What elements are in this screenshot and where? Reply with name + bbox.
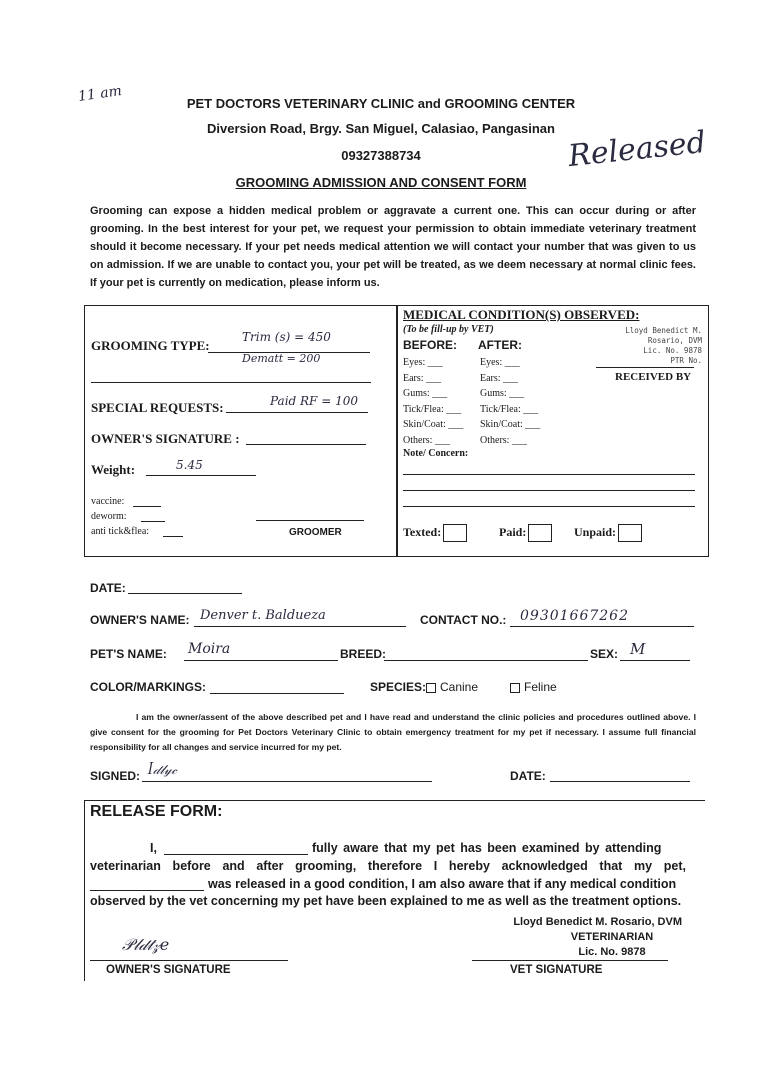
note-label: Note/ Concern: [403, 448, 469, 459]
special-requests-value: Paid RF = 100 [270, 394, 358, 408]
sex-value: M [630, 640, 646, 658]
release-title: RELEASE FORM: [90, 803, 223, 820]
weight-label: Weight: [91, 462, 136, 477]
release-line4: observed by the vet concerning my pet have been explained to me as well as the treatment options. [90, 894, 682, 908]
release-line2: veterinarian before and after grooming, therefore I hereby acknowledged that my pet, [90, 859, 686, 873]
vet-name-stamp: Lloyd Benedict M. Rosario, DVM VETERINARIAN Lic. No. 9878 [513, 916, 682, 958]
vaccine-label: vaccine: [91, 496, 125, 507]
canine-option[interactable]: Canine [426, 680, 478, 694]
grooming-type-value1: Trim (s) = 450 [242, 330, 331, 344]
handwritten-time: 11 am [77, 83, 123, 105]
consent-paragraph: I am the owner/assent of the above described pet and I have read and understand the clinic policies and procedures outlined above. I give consent for the grooming for Pet Doctors Veterinary Clinic to obtain emergency treatment for my pet if necessary. I assume full financial responsibility for all changes and service incurred for my pet. [90, 712, 696, 752]
feline-option[interactable]: Feline [510, 680, 557, 694]
signed-date-label: DATE: [510, 769, 546, 783]
release-i: I, [150, 841, 157, 855]
owner-name-label: OWNER'S NAME: [90, 613, 190, 627]
medical-subtitle: (To be fill-up by VET) [403, 324, 494, 335]
weight-value: 5.45 [176, 458, 203, 472]
released-stamp: Released [566, 124, 708, 175]
color-label: COLOR/MARKINGS: [90, 680, 206, 694]
groomer-label: GROOMER [289, 527, 342, 538]
medical-title: MEDICAL CONDITION(S) OBSERVED: [403, 307, 640, 322]
before-label: BEFORE: [403, 338, 457, 352]
release-line3: was released in a good condition, I am also aware that if any medical condition [208, 877, 677, 891]
release-line1: fully aware that my pet has been examined by attending [312, 841, 662, 855]
owner-signature-label: OWNER'S SIGNATURE [106, 964, 231, 976]
owner-signature-label: OWNER'S SIGNATURE : [91, 431, 240, 446]
contact-value: 09301667262 [520, 608, 629, 624]
paid-checkbox[interactable] [528, 524, 552, 542]
pet-name-value: Moira [188, 641, 231, 657]
vet-stamp: Lloyd Benedict M. Rosario, DVM Lic. No. 9878 PTR No. [625, 326, 702, 365]
unpaid-checkbox[interactable] [618, 524, 642, 542]
breed-label: BREED: [340, 647, 387, 661]
sex-label: SEX: [590, 647, 619, 661]
owner-name-value: Denver t. Baldueza [200, 608, 326, 623]
signed-scribble: ꟾ𝒹𝓁𝓎𝒸 [148, 763, 177, 778]
special-requests-label: SPECIAL REQUESTS: [91, 400, 224, 415]
before-rows: Eyes: ___ Ears: ___ Gums: ___ Tick/Flea: ___ Skin/Coat: ___ Others: ___ [403, 357, 464, 446]
unpaid-field: Unpaid: [574, 524, 642, 542]
pet-name-label: PET'S NAME: [90, 647, 167, 661]
feline-checkbox[interactable] [510, 683, 520, 693]
species-label: SPECIES: [370, 680, 427, 694]
after-label: AFTER: [478, 338, 522, 352]
vet-signature-label: VET SIGNATURE [510, 964, 603, 976]
texted-field: Texted: [403, 524, 467, 542]
contact-label: CONTACT NO.: [420, 613, 507, 627]
deworm-label: deworm: [91, 511, 127, 522]
form-title: GROOMING ADMISSION AND CONSENT FORM [235, 175, 527, 190]
received-by-label: RECEIVED BY [615, 371, 692, 383]
clinic-phone: 09327388734 [341, 148, 421, 163]
clinic-address: Diversion Road, Brgy. San Miguel, Calasiao, Pangasinan [207, 121, 555, 136]
after-rows: Eyes: ___ Ears: ___ Gums: ___ Tick/Flea: ___ Skin/Coat: ___ Others: ___ [480, 357, 541, 446]
grooming-type-value2: Dematt = 200 [242, 352, 321, 365]
canine-checkbox[interactable] [426, 683, 436, 693]
antitick-label: anti tick&flea: [91, 526, 150, 537]
intro-paragraph: Grooming can expose a hidden medical problem or aggravate a current one. This can occur during or after grooming. In the best interest for your pet, we request your permission to obtain immediate veterinary treatment should it become necessary. If your pet needs medical attention we will contact your number that was given to us on admission. If we are unable to contact you, your pet will be treated, as we deem necessary at normal clinic fees. If your pet is currently on medication, please inform us. [90, 205, 696, 289]
clinic-name: PET DOCTORS VETERINARY CLINIC and GROOMING CENTER [186, 96, 576, 111]
date-label: DATE: [90, 581, 126, 595]
texted-checkbox[interactable] [443, 524, 467, 542]
owner-signature-scribble: 𝒫𝓁𝒹𝓉𝓏𝑒 [122, 935, 170, 954]
grooming-type-label: GROOMING TYPE: [91, 338, 210, 353]
signed-label: SIGNED: [90, 769, 141, 783]
paid-field: Paid: [499, 524, 552, 542]
